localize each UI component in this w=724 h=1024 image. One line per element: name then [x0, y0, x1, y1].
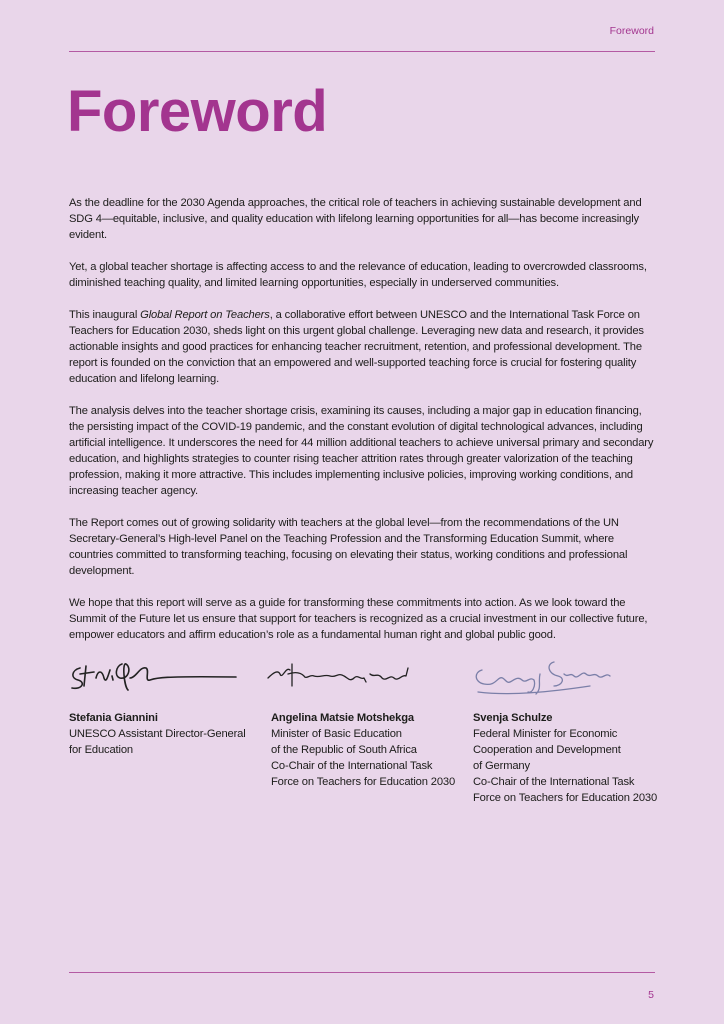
signatory-giannini: [69, 710, 246, 758]
signatory-title-line: of the Republic of South Africa: [271, 744, 417, 756]
report-title-italic: Global Report on Teachers: [140, 309, 270, 321]
signatory-name: Svenja Schulze: [473, 712, 553, 724]
paragraph-2: Yet, a global teacher shortage is affecting access to and the relevance of education, leading to overcrowded classrooms, diminished teaching quality, and limited learning opportunities, especially in underserved communities.: [69, 261, 647, 289]
paragraph-6: We hope that this report will serve as a guide for transforming these commitments into action. As we look toward the Summit of the Future let us ensure that support for teachers is recognized as a crucial investment in our collective future, empower educators and affirm education’s role as a fundamental human right and global public good.: [69, 597, 648, 641]
bottom-rule: [69, 972, 655, 973]
signatory-title-line: Co-Chair of the International Task: [271, 760, 433, 772]
signatory-name: Angelina Matsie Motshekga: [271, 712, 414, 724]
signature-motshekga-image: [266, 656, 416, 696]
signatory-title-line: for Education: [69, 744, 133, 756]
paragraph-3-intro: This inaugural: [69, 309, 141, 321]
signatory-title-line: Minister of Basic Education: [271, 728, 402, 740]
paragraph-3: [69, 307, 657, 387]
page-title: Foreword: [67, 79, 328, 144]
running-head: Foreword: [609, 25, 654, 37]
signatory-title-line: Cooperation and Development: [473, 744, 621, 756]
signatory-motshekga: [271, 710, 455, 790]
signatory-title-line: Force on Teachers for Education 2030: [271, 776, 456, 788]
page-number: 5: [648, 989, 654, 1001]
signatory-schulze: [473, 710, 657, 806]
signatory-title-line: Federal Minister for Economic: [473, 728, 618, 740]
signatory-title-line: Co-Chair of the International Task: [473, 776, 635, 788]
paragraph-3-rest: , a collaborative effort between UNESCO and the International Task Force on Teachers for Education 2030, sheds light on this urgent global challenge. Leveraging new data and research, it provides actionable insights and good practices for enhancing teacher recruitment, retention, and professional development. The report is founded on the conviction that an empowered and well-supported teaching force is crucial for fostering quality education and lifelong learning.: [69, 309, 644, 385]
top-rule: [69, 51, 655, 52]
signature-giannini-image: [66, 656, 241, 696]
signatory-title-line: Force on Teachers for Education 2030: [473, 792, 658, 804]
paragraph-4: The analysis delves into the teacher shortage crisis, examining its causes, including a major gap in education financing, the persisting impact of the COVID-19 pandemic, and the constant evolution of digital technological advances, including artificial intelligence. It underscores the need for 44 million additional teachers to achieve universal primary and secondary education, and highlights strategies to counter rising teacher attrition rates through greater valorization of the teaching profession, making it more attractive. This includes implementing inclusive policies, improving working conditions, and increasing teacher agency.: [69, 405, 654, 497]
paragraph-5: The Report comes out of growing solidarity with teachers at the global level—from the recommendations of the UN Secretary-General’s High-level Panel on the Teaching Profession and the Transforming Education Summit, where countries committed to transforming teaching, focusing on elevating their status, working conditions and professional development.: [69, 517, 628, 577]
signatory-title-line: of Germany: [473, 760, 530, 772]
signatory-title-line: UNESCO Assistant Director-General: [69, 728, 246, 740]
paragraph-1: As the deadline for the 2030 Agenda approaches, the critical role of teachers in achieving sustainable development and SDG 4—equitable, inclusive, and quality education with lifelong learning opportunities for all—has become increasingly evident.: [69, 197, 642, 241]
signature-schulze-image: [470, 656, 620, 706]
foreword-body: [69, 195, 657, 659]
signatory-name: Stefania Giannini: [69, 712, 158, 724]
